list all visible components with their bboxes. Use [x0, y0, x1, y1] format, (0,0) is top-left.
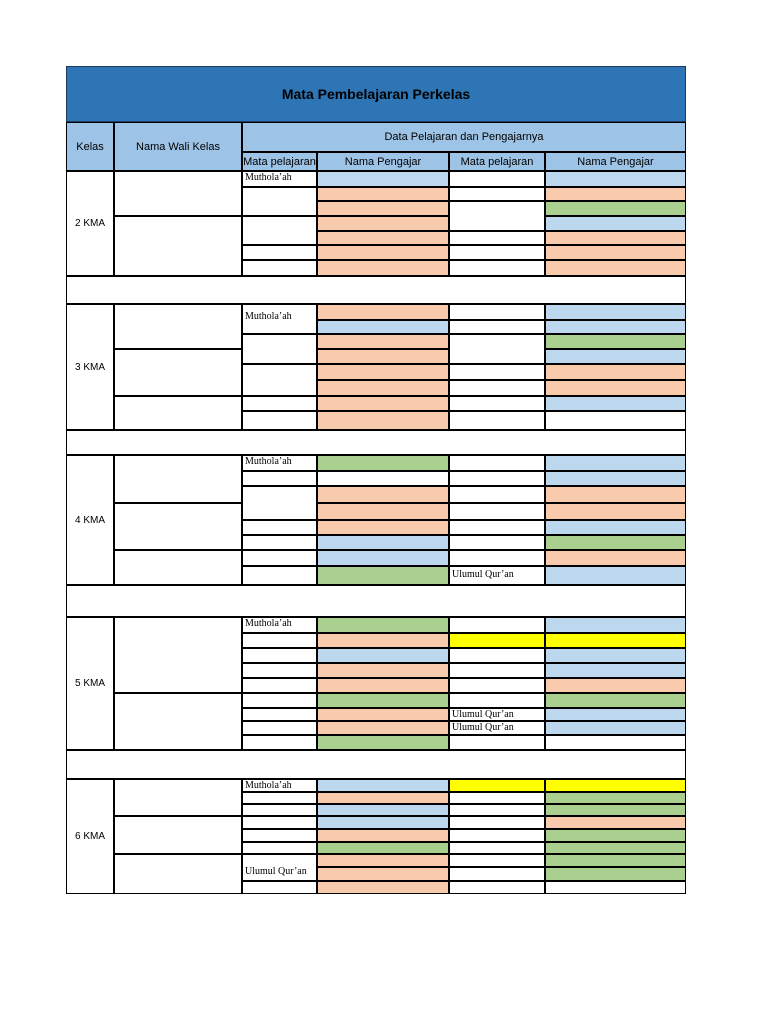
mapel-cell[interactable]: [449, 829, 545, 842]
mapel-cell[interactable]: [242, 216, 317, 245]
pengajar-cell[interactable]: [317, 550, 449, 566]
pengajar-cell[interactable]: [317, 566, 449, 585]
mapel-cell[interactable]: [242, 881, 317, 894]
mapel-cell[interactable]: [242, 364, 317, 396]
mapel-cell[interactable]: [242, 396, 317, 411]
pengajar-cell[interactable]: [317, 486, 449, 503]
mapel-cell[interactable]: Muthola’ah: [242, 779, 317, 792]
mapel-cell[interactable]: Muthola’ah: [242, 617, 317, 633]
pengajar-cell[interactable]: [317, 304, 449, 320]
pengajar-cell[interactable]: [545, 735, 686, 750]
pengajar-cell[interactable]: [545, 779, 686, 792]
header-pengajar-1: Nama Pengajar: [317, 152, 449, 171]
mapel-cell[interactable]: [449, 550, 545, 566]
mapel-cell[interactable]: Ulumul Qur’an: [449, 566, 545, 585]
mapel-cell[interactable]: [449, 535, 545, 550]
mapel-cell[interactable]: [449, 411, 545, 430]
pengajar-cell[interactable]: [545, 245, 686, 260]
mapel-cell[interactable]: [242, 411, 317, 430]
mapel-cell[interactable]: [242, 693, 317, 708]
pengajar-cell[interactable]: [545, 171, 686, 187]
mapel-cell[interactable]: [449, 678, 545, 693]
header-pengajar-2: Nama Pengajar: [545, 152, 686, 171]
mapel-cell[interactable]: [242, 520, 317, 535]
mapel-cell[interactable]: [449, 792, 545, 804]
mapel-cell[interactable]: [242, 633, 317, 648]
pengajar-cell[interactable]: [317, 364, 449, 380]
pengajar-cell[interactable]: [317, 804, 449, 816]
pengajar-cell[interactable]: [545, 881, 686, 894]
pengajar-cell[interactable]: [317, 867, 449, 881]
class-separator: [66, 585, 686, 617]
mapel-cell[interactable]: [449, 503, 545, 520]
wali-kelas-cell[interactable]: [114, 396, 242, 430]
pengajar-cell[interactable]: [545, 829, 686, 842]
class-separator: [66, 750, 686, 779]
pengajar-cell[interactable]: [545, 304, 686, 320]
pengajar-cell[interactable]: [317, 411, 449, 430]
mapel-cell[interactable]: [449, 693, 545, 708]
pengajar-cell[interactable]: [545, 550, 686, 566]
pengajar-cell[interactable]: [545, 396, 686, 411]
pengajar-cell[interactable]: [545, 320, 686, 334]
mapel-cell[interactable]: Ulumul Qur’an: [449, 708, 545, 721]
mapel-cell[interactable]: [242, 566, 317, 585]
mapel-cell[interactable]: [242, 829, 317, 842]
pengajar-cell[interactable]: [317, 693, 449, 708]
pengajar-cell[interactable]: [545, 816, 686, 829]
pengajar-cell[interactable]: [317, 535, 449, 550]
pengajar-cell[interactable]: [317, 455, 449, 471]
pengajar-cell[interactable]: [317, 320, 449, 334]
mapel-cell[interactable]: [242, 535, 317, 550]
pengajar-cell[interactable]: [545, 364, 686, 380]
pengajar-cell[interactable]: [545, 520, 686, 535]
pengajar-cell[interactable]: [317, 231, 449, 245]
pengajar-cell[interactable]: [317, 721, 449, 735]
pengajar-cell[interactable]: [317, 779, 449, 792]
mapel-cell[interactable]: [242, 471, 317, 486]
mapel-cell[interactable]: [242, 708, 317, 721]
kelas-cell: 3 KMA: [66, 304, 114, 430]
mapel-cell[interactable]: Ulumul Qur’an: [242, 854, 317, 881]
pengajar-cell[interactable]: [545, 693, 686, 708]
pengajar-cell[interactable]: [317, 708, 449, 721]
wali-kelas-cell[interactable]: [114, 503, 242, 550]
wali-kelas-cell[interactable]: [114, 455, 242, 503]
pengajar-cell[interactable]: [545, 216, 686, 231]
wali-kelas-cell[interactable]: [114, 304, 242, 349]
pengajar-cell[interactable]: [545, 471, 686, 486]
mapel-cell[interactable]: [449, 334, 545, 364]
pengajar-cell[interactable]: [545, 566, 686, 585]
pengajar-cell[interactable]: [545, 231, 686, 245]
mapel-cell[interactable]: [242, 735, 317, 750]
mapel-cell[interactable]: Muthola’ah: [242, 171, 317, 187]
wali-kelas-cell[interactable]: [114, 617, 242, 693]
pengajar-cell[interactable]: [545, 260, 686, 276]
mapel-cell[interactable]: [449, 320, 545, 334]
pengajar-cell[interactable]: [317, 245, 449, 260]
pengajar-cell[interactable]: [317, 816, 449, 829]
pengajar-cell[interactable]: [317, 678, 449, 693]
header-data-group: Data Pelajaran dan Pengajarnya: [242, 122, 686, 152]
class-separator: [66, 430, 686, 455]
pengajar-cell[interactable]: [317, 792, 449, 804]
pengajar-cell[interactable]: [545, 187, 686, 201]
mapel-cell[interactable]: [242, 663, 317, 678]
mapel-cell[interactable]: [242, 721, 317, 735]
pengajar-cell[interactable]: [545, 503, 686, 520]
header-kelas: Kelas: [66, 122, 114, 171]
pengajar-cell[interactable]: [545, 380, 686, 396]
mapel-cell[interactable]: [449, 364, 545, 380]
mapel-cell[interactable]: [449, 735, 545, 750]
wali-kelas-cell[interactable]: [114, 216, 242, 276]
mapel-cell[interactable]: [449, 455, 545, 471]
mapel-cell[interactable]: [449, 260, 545, 276]
mapel-cell[interactable]: [242, 816, 317, 829]
mapel-cell[interactable]: [242, 804, 317, 816]
pengajar-cell[interactable]: [545, 486, 686, 503]
mapel-cell[interactable]: [449, 486, 545, 503]
pengajar-cell[interactable]: [545, 455, 686, 471]
wali-kelas-cell[interactable]: [114, 171, 242, 216]
pengajar-cell[interactable]: [317, 349, 449, 364]
pengajar-cell[interactable]: [545, 334, 686, 349]
wali-kelas-cell[interactable]: [114, 693, 242, 750]
pengajar-cell[interactable]: [317, 471, 449, 486]
pengajar-cell[interactable]: [317, 171, 449, 187]
mapel-cell[interactable]: [449, 396, 545, 411]
pengajar-cell[interactable]: [317, 380, 449, 396]
mapel-cell[interactable]: [242, 678, 317, 693]
pengajar-cell[interactable]: [545, 349, 686, 364]
pengajar-cell[interactable]: [317, 881, 449, 894]
kelas-cell: 5 KMA: [66, 617, 114, 750]
pengajar-cell[interactable]: [545, 721, 686, 735]
mapel-cell[interactable]: [449, 471, 545, 486]
wali-kelas-cell[interactable]: [114, 779, 242, 816]
pengajar-cell[interactable]: [317, 503, 449, 520]
sheet-title: Mata Pembelajaran Perkelas: [66, 66, 686, 122]
mapel-cell[interactable]: [449, 171, 545, 187]
pengajar-cell[interactable]: [317, 334, 449, 349]
schedule-table: [66, 66, 686, 894]
pengajar-cell[interactable]: [545, 411, 686, 430]
wali-kelas-cell[interactable]: [114, 816, 242, 854]
mapel-cell[interactable]: [449, 187, 545, 201]
kelas-cell: 4 KMA: [66, 455, 114, 585]
pengajar-cell[interactable]: [545, 663, 686, 678]
wali-kelas-cell[interactable]: [114, 854, 242, 894]
header-wali-kelas: Nama Wali Kelas: [114, 122, 242, 171]
mapel-cell[interactable]: [449, 779, 545, 792]
pengajar-cell[interactable]: [317, 633, 449, 648]
mapel-cell[interactable]: [449, 245, 545, 260]
class-separator: [66, 276, 686, 304]
mapel-cell[interactable]: Muthola’ah: [242, 455, 317, 471]
mapel-cell[interactable]: [449, 304, 545, 320]
pengajar-cell[interactable]: [545, 201, 686, 216]
pengajar-cell[interactable]: [545, 867, 686, 881]
pengajar-cell[interactable]: [545, 804, 686, 816]
mapel-cell[interactable]: [449, 842, 545, 854]
pengajar-cell[interactable]: [317, 854, 449, 867]
mapel-cell[interactable]: [449, 867, 545, 881]
pengajar-cell[interactable]: [317, 663, 449, 678]
mapel-cell[interactable]: [449, 380, 545, 396]
mapel-cell[interactable]: [242, 792, 317, 804]
mapel-cell[interactable]: [242, 245, 317, 260]
pengajar-cell[interactable]: [317, 216, 449, 231]
pengajar-cell[interactable]: [317, 396, 449, 411]
mapel-cell[interactable]: [242, 648, 317, 663]
pengajar-cell[interactable]: [317, 735, 449, 750]
mapel-cell[interactable]: Ulumul Qur’an: [449, 721, 545, 735]
mapel-cell[interactable]: [449, 520, 545, 535]
pengajar-cell[interactable]: [317, 617, 449, 633]
pengajar-cell[interactable]: [317, 201, 449, 216]
wali-kelas-cell[interactable]: [114, 550, 242, 585]
pengajar-cell[interactable]: [545, 792, 686, 804]
pengajar-cell[interactable]: [317, 829, 449, 842]
mapel-cell[interactable]: [242, 187, 317, 216]
mapel-cell[interactable]: [449, 201, 545, 231]
pengajar-cell[interactable]: [545, 854, 686, 867]
pengajar-cell[interactable]: [317, 520, 449, 535]
pengajar-cell[interactable]: [317, 648, 449, 663]
mapel-cell[interactable]: [242, 486, 317, 520]
mapel-cell[interactable]: [242, 550, 317, 566]
pengajar-cell[interactable]: [545, 617, 686, 633]
pengajar-cell[interactable]: [545, 648, 686, 663]
mapel-cell[interactable]: [449, 648, 545, 663]
mapel-cell[interactable]: [449, 617, 545, 633]
mapel-cell[interactable]: [449, 881, 545, 894]
mapel-cell[interactable]: [449, 633, 545, 648]
wali-kelas-cell[interactable]: [114, 349, 242, 396]
kelas-cell: 2 KMA: [66, 171, 114, 276]
mapel-cell[interactable]: [449, 663, 545, 678]
mapel-cell[interactable]: [242, 334, 317, 364]
mapel-cell[interactable]: [242, 260, 317, 276]
pengajar-cell[interactable]: [317, 842, 449, 854]
mapel-cell[interactable]: [449, 854, 545, 867]
mapel-cell[interactable]: [449, 804, 545, 816]
mapel-cell[interactable]: [449, 816, 545, 829]
header-mapel-2: Mata pelajaran: [449, 152, 545, 171]
pengajar-cell[interactable]: [317, 187, 449, 201]
pengajar-cell[interactable]: [545, 708, 686, 721]
header-mapel-1: Mata pelajaran: [242, 152, 317, 171]
pengajar-cell[interactable]: [545, 633, 686, 648]
pengajar-cell[interactable]: [545, 842, 686, 854]
pengajar-cell[interactable]: [545, 535, 686, 550]
mapel-cell[interactable]: [449, 231, 545, 245]
pengajar-cell[interactable]: [545, 678, 686, 693]
kelas-cell: 6 KMA: [66, 779, 114, 894]
mapel-cell[interactable]: Muthola’ah: [242, 304, 317, 334]
mapel-cell[interactable]: [242, 842, 317, 854]
pengajar-cell[interactable]: [317, 260, 449, 276]
